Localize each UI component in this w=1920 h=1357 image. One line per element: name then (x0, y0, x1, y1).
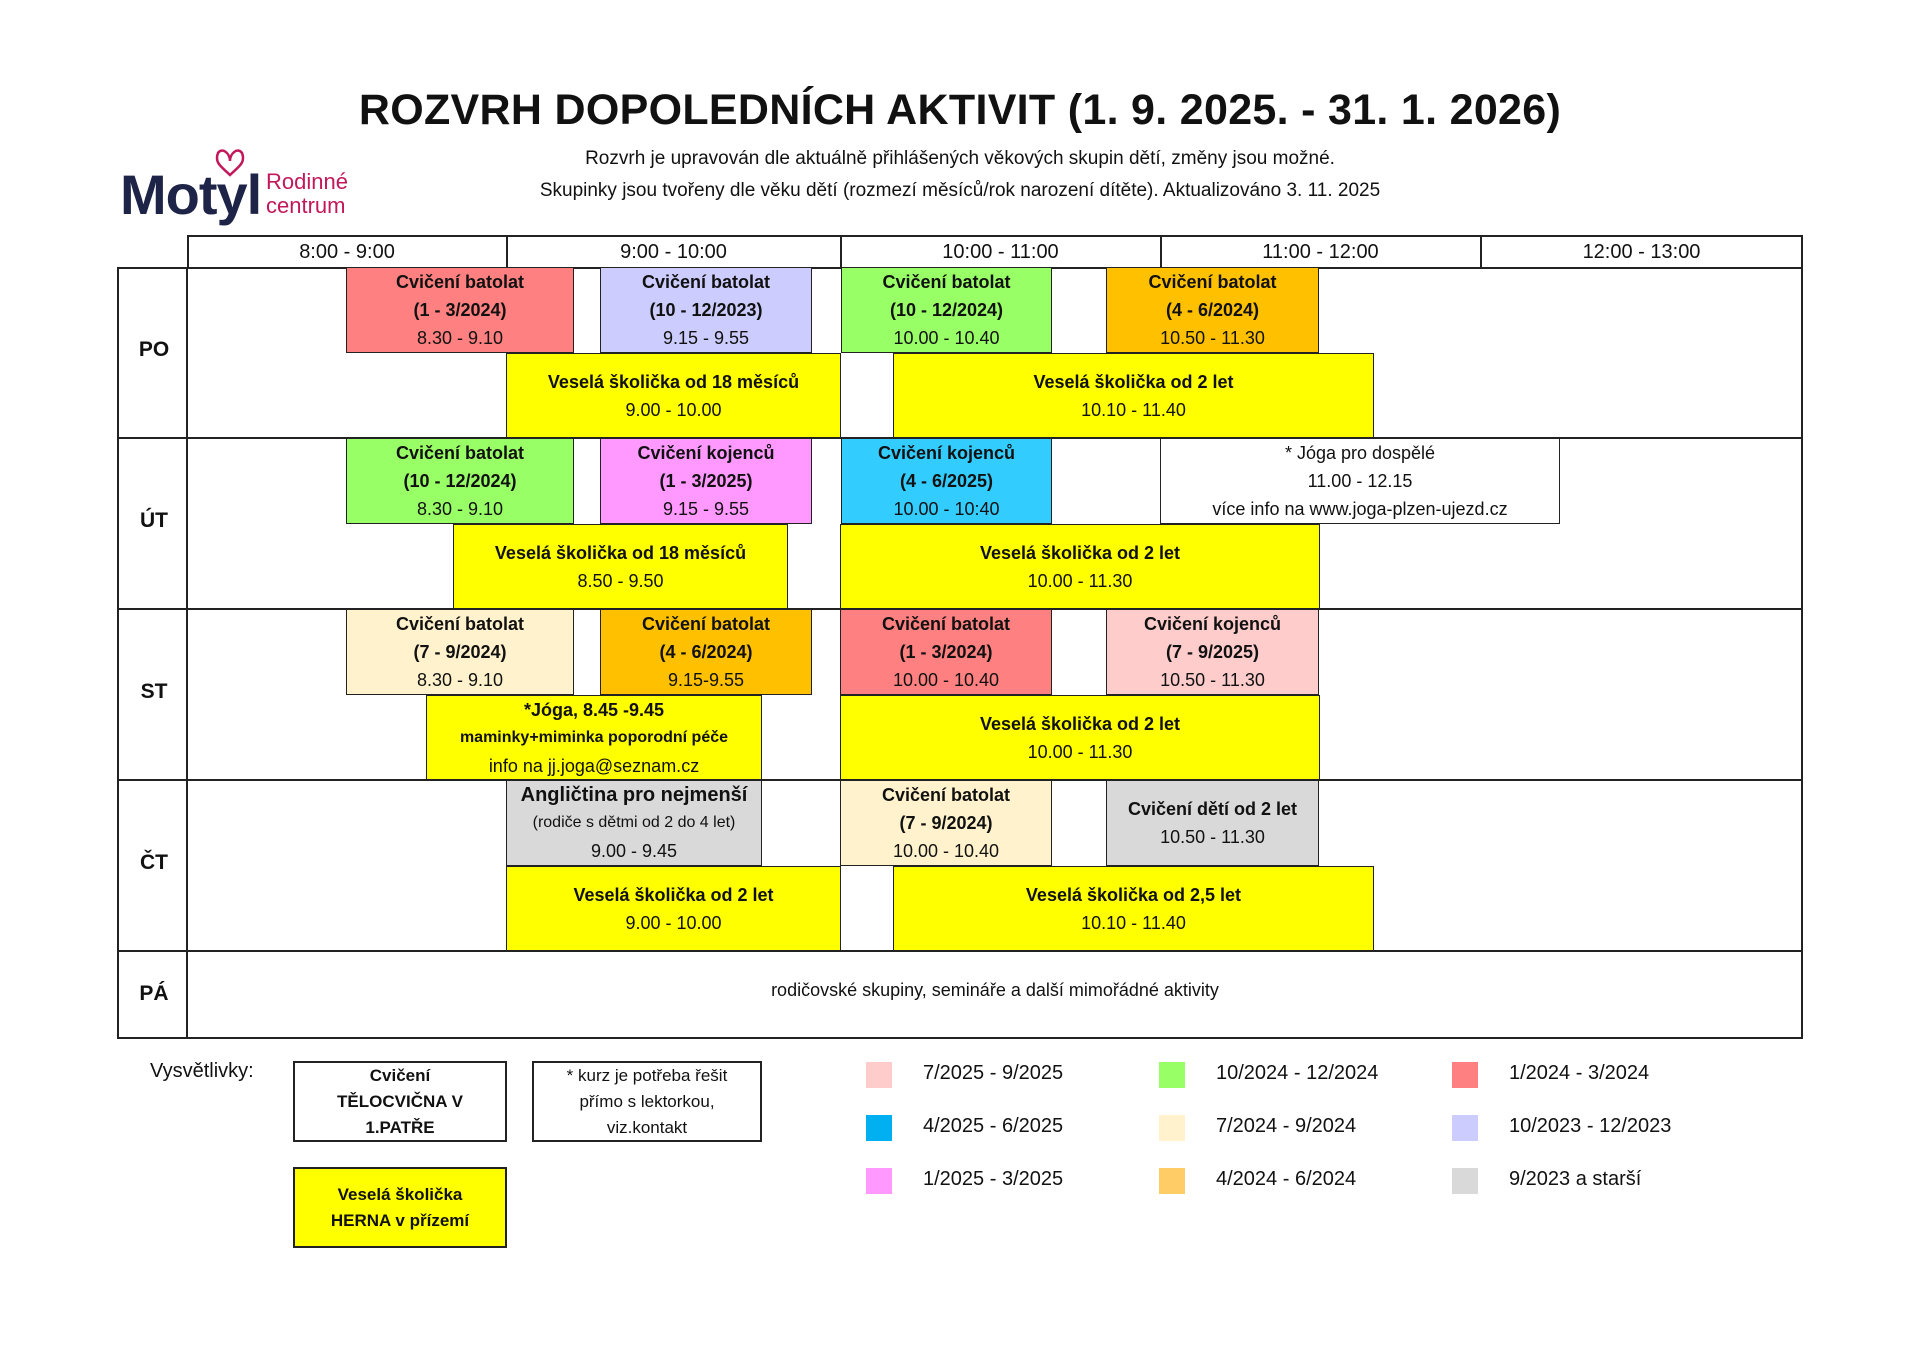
legend-box-gym: Cvičení TĚLOCVIČNA V 1.PATŘE (293, 1061, 507, 1142)
subtitle-line-1: Rozvrh je upravován dle aktuálně přihlášených věkových skupin dětí, změny jsou možné. (585, 148, 1335, 169)
page-title: ROZVRH DOPOLEDNÍCH AKTIVIT (1. 9. 2025. - 31. 1. 2026) (358, 86, 1562, 134)
activity-block: Cvičení batolat (4 - 6/2024) 10.50 - 11.30 (1106, 267, 1319, 353)
legend-swatch (866, 1168, 892, 1194)
legend-swatch (1159, 1062, 1185, 1088)
logo-word: Motyl (120, 163, 262, 226)
legend-age-label: 10/2024 - 12/2024 (1216, 1062, 1379, 1084)
time-slot-3: 10:00 - 11:00 (942, 241, 1059, 263)
legend-swatch (866, 1115, 892, 1141)
legend-swatch (1159, 1168, 1185, 1194)
day-tuesday: ÚT (140, 509, 168, 532)
activity-block: Cvičení batolat (1 - 3/2024) 10.00 - 10.40 (840, 609, 1052, 695)
time-slot-2: 9:00 - 10:00 (620, 241, 727, 263)
legend-swatch (1452, 1115, 1478, 1141)
time-slot-5: 12:00 - 13:00 (1582, 241, 1701, 263)
activity-block: Cvičení batolat (4 - 6/2024) 9.15-9.55 (600, 609, 812, 695)
day-monday: PO (138, 338, 170, 361)
legend-swatch (1159, 1115, 1185, 1141)
legend-swatch (1452, 1062, 1478, 1088)
activity-block: Cvičení batolat (1 - 3/2024) 8.30 - 9.10 (346, 267, 574, 353)
legend-age-label: 1/2025 - 3/2025 (923, 1168, 1064, 1190)
logo-subtitle-line-1: Rodinné (266, 169, 348, 194)
legend-swatch (866, 1062, 892, 1088)
activity-block: Cvičení batolat (10 - 12/2023) 9.15 - 9.55 (600, 267, 812, 353)
activity-block: Cvičení kojenců (1 - 3/2025) 9.15 - 9.55 (600, 438, 812, 524)
day-column-divider (186, 267, 188, 1039)
subtitle-line-2: Skupinky jsou tvořeny dle věku dětí (rozmezí měsíců/rok narození dítěte). Aktualizováno 3. 11. 2025 (539, 180, 1381, 201)
legend-box-note: * kurz je potřeba řešit přímo s lektorkou, viz.kontakt (532, 1061, 762, 1142)
activity-block: Veselá školička od 2,5 let 10.10 - 11.40 (893, 866, 1374, 951)
activity-block: Veselá školička od 2 let 10.10 - 11.40 (893, 353, 1374, 438)
friday-note: rodičovské skupiny, semináře a další mimořádné aktivity (771, 980, 1219, 1000)
time-slot-1: 8:00 - 9:00 (299, 241, 395, 263)
activity-block: Cvičení batolat (10 - 12/2024) 8.30 - 9.10 (346, 438, 574, 524)
activity-block: Cvičení batolat (7 - 9/2024) 8.30 - 9.10 (346, 609, 574, 695)
activity-block: Veselá školička od 18 měsíců 9.00 - 10.00 (506, 353, 841, 438)
legend-label: Vysvětlivky: (150, 1060, 254, 1082)
activity-block: Veselá školička od 18 měsíců 8.50 - 9.50 (453, 524, 788, 609)
activity-block: Veselá školička od 2 let 9.00 - 10.00 (506, 866, 841, 951)
logo-subtitle-line-2: centrum (266, 193, 346, 218)
legend-swatch (1452, 1168, 1478, 1194)
activity-block: * Jóga pro dospělé 11.00 - 12.15 více info na www.joga-plzen-ujezd.cz (1160, 438, 1560, 524)
legend-box-playroom: Veselá školička HERNA v přízemí (293, 1167, 507, 1248)
activity-block: Cvičení batolat (7 - 9/2024) 10.00 - 10.40 (840, 780, 1052, 866)
legend-age-label: 7/2024 - 9/2024 (1216, 1115, 1357, 1137)
legend-age-label: 4/2024 - 6/2024 (1216, 1168, 1357, 1190)
day-thursday: ČT (140, 851, 168, 874)
logo-subtitle (266, 170, 348, 218)
activity-block: *Jóga, 8.45 -9.45 maminky+miminka poporodní péče info na jj.joga@seznam.cz (426, 695, 762, 780)
activity-block: Angličtina pro nejmenší (rodiče s dětmi od 2 do 4 let) 9.00 - 9.45 (506, 780, 762, 866)
legend-age-label: 7/2025 - 9/2025 (923, 1062, 1064, 1084)
legend-age-label: 10/2023 - 12/2023 (1509, 1115, 1672, 1137)
legend-age-label: 9/2023 a starší (1509, 1168, 1642, 1190)
legend-age-label: 1/2024 - 3/2024 (1509, 1062, 1650, 1084)
legend-age-label: 4/2025 - 6/2025 (923, 1115, 1064, 1137)
activity-block: Cvičení kojenců (7 - 9/2025) 10.50 - 11.30 (1106, 609, 1319, 695)
activity-block: Veselá školička od 2 let 10.00 - 11.30 (840, 524, 1320, 609)
day-wednesday: ST (140, 680, 168, 703)
day-friday: PÁ (139, 982, 169, 1005)
activity-block: Cvičení batolat (10 - 12/2024) 10.00 - 10.40 (841, 267, 1052, 353)
activity-block: Veselá školička od 2 let 10.00 - 11.30 (840, 695, 1320, 780)
activity-block: Cvičení dětí od 2 let 10.50 - 11.30 (1106, 780, 1319, 866)
time-slot-4: 11:00 - 12:00 (1262, 241, 1379, 263)
activity-block: Cvičení kojenců (4 - 6/2025) 10.00 - 10:40 (841, 438, 1052, 524)
